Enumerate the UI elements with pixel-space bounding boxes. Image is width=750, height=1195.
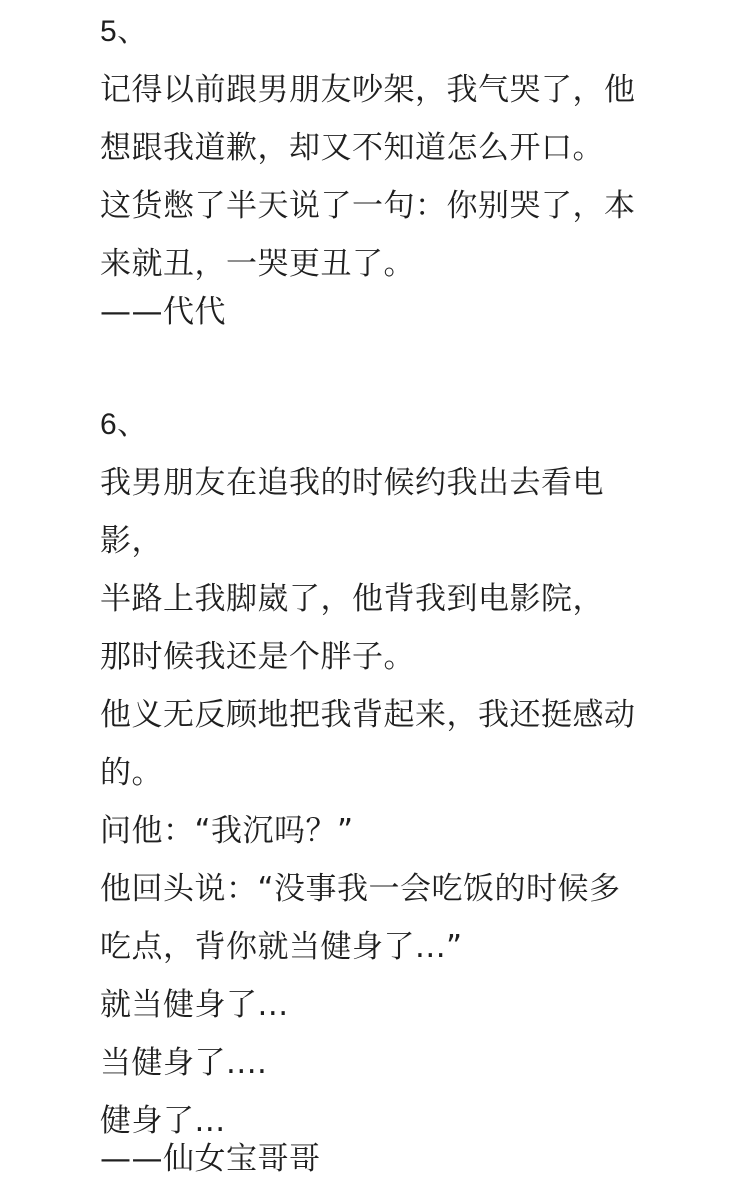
section-number: 5、 [100, 15, 148, 48]
author-line: ——代代 [100, 294, 226, 330]
story-line: 健身了... [100, 1103, 226, 1139]
story-line: 问他：“我沉吗？” [100, 813, 354, 849]
story-line: 半路上我脚崴了，他背我到电影院， [100, 581, 604, 617]
story-line: 的。 [100, 755, 163, 791]
story-line: 吃点，背你就当健身了...” [100, 929, 463, 965]
story-line: 来就丑，一哭更丑了。 [100, 246, 415, 282]
story-line: 那时候我还是个胖子。 [100, 639, 415, 675]
story-line: 我男朋友在追我的时候约我出去看电 [100, 465, 604, 501]
story-line: 他义无反顾地把我背起来，我还挺感动 [100, 697, 636, 733]
author-line: ——仙女宝哥哥 [100, 1141, 321, 1177]
story-line: 就当健身了... [100, 987, 289, 1023]
section-number: 6、 [100, 408, 148, 441]
story-line: 想跟我道歉，却又不知道怎么开口。 [100, 130, 604, 166]
story-line: 影， [100, 523, 163, 559]
story-line: 他回头说：“没事我一会吃饭的时候多 [100, 871, 621, 907]
story-line: 这货憋了半天说了一句：你别哭了，本 [100, 188, 636, 224]
story-line: 当健身了.... [100, 1045, 268, 1081]
story-line: 记得以前跟男朋友吵架，我气哭了，他 [100, 72, 636, 108]
